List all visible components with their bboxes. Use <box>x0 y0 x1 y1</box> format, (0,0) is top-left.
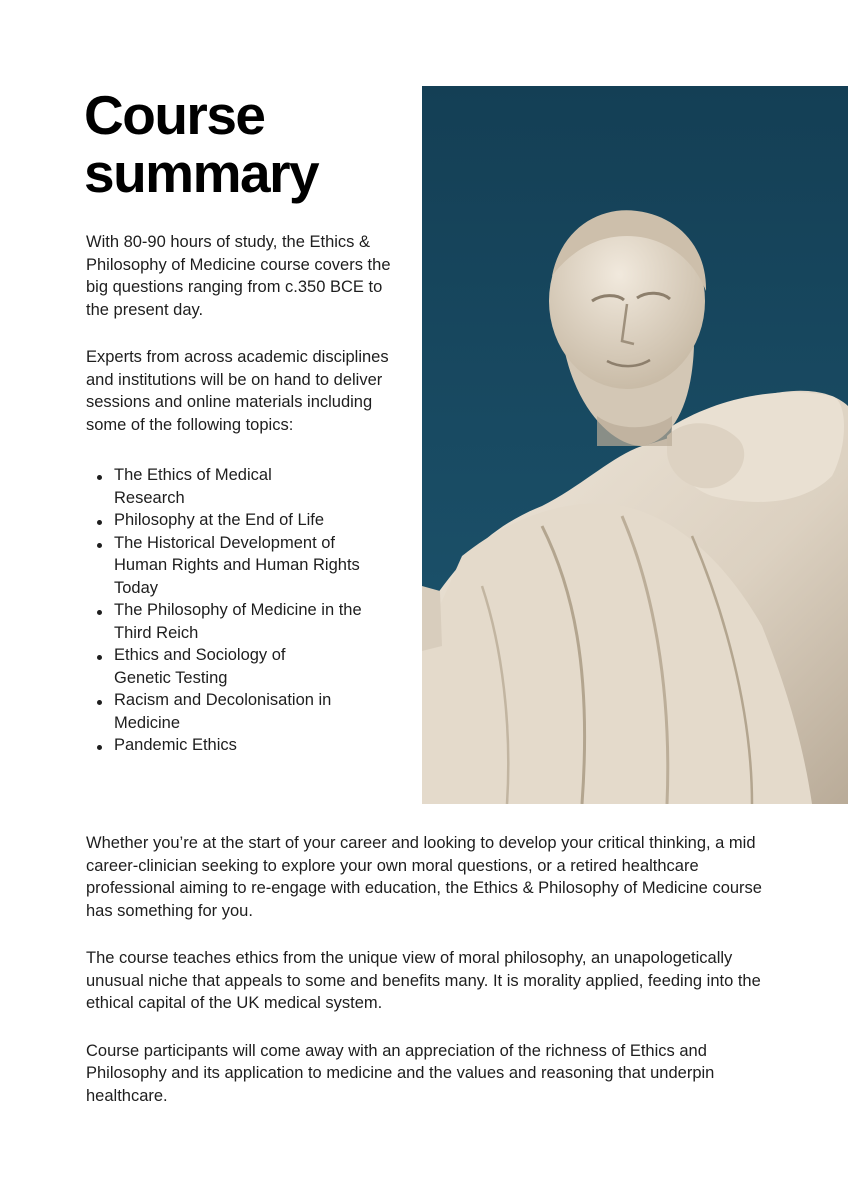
philosopher-statue-photo <box>422 86 848 804</box>
list-item: Pandemic Ethics <box>86 734 364 757</box>
statue-illustration <box>422 86 848 804</box>
title-line-1: Course <box>84 84 265 146</box>
outcome-paragraph: Course participants will come away with an appreciation of the richness of Ethics and Philosophy and its application to medicine and the values and reasoning that underpin healthcare. <box>86 1041 715 1105</box>
approach-paragraph: The course teaches ethics from the unique view of moral philosophy, an unapologetically unusual niche that appeals to some and benefits many. It is morality applied, feeding into the ethical capital of the UK medical system. <box>86 949 761 1012</box>
bottom-text <box>86 832 786 1107</box>
topics-list <box>86 464 406 757</box>
intro-paragraph: With 80-90 hours of study, the Ethics & Philosophy of Medicine course covers the big questions ranging from c.350 BCE to the present day. <box>86 233 391 319</box>
audience-paragraph: Whether you’re at the start of your career and looking to develop your critical thinking, a mid career-clinician seeking to explore your own moral questions, or a retired healthcare professional aiming to re-engage with education, the Ethics & Philosophy of Medicine course has something for you. <box>86 834 762 920</box>
page-title <box>84 86 404 202</box>
list-item: The Historical Development of Human Rights and Human Rights Today <box>86 532 364 600</box>
list-item: Philosophy at the End of Life <box>86 509 364 532</box>
list-item: The Philosophy of Medicine in the Third Reich <box>86 599 364 644</box>
title-line-2: summary <box>84 142 319 204</box>
list-item: Ethics and Sociology of Genetic Testing <box>86 644 314 689</box>
experts-paragraph: Experts from across academic disciplines and institutions will be on hand to deliver sessions and online materials including some of the following topics: <box>86 348 389 434</box>
left-column <box>86 231 406 757</box>
list-item: Racism and Decolonisation in Medicine <box>86 689 364 734</box>
list-item: The Ethics of Medical Research <box>86 464 314 509</box>
